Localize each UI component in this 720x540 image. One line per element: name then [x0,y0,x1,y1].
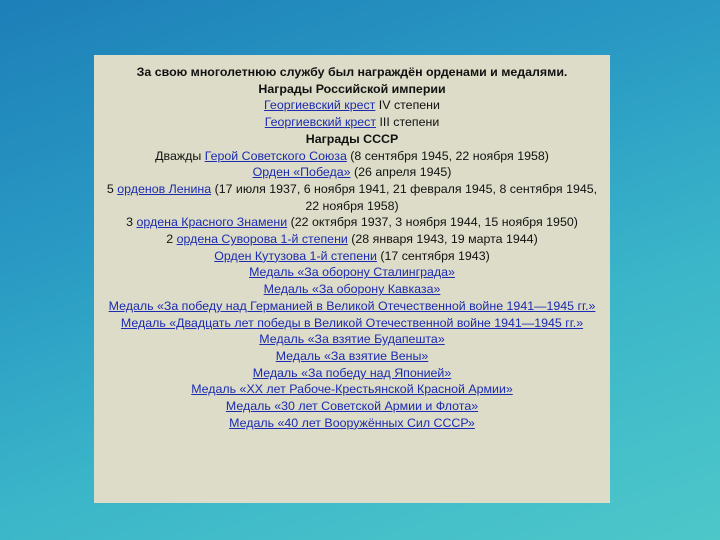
medal-link[interactable]: Медаль «40 лет Вооружённых Сил СССР» [229,415,475,430]
award-link[interactable]: орденов Ленина [117,181,212,196]
lenin-award-row [98,181,606,214]
medal-link[interactable]: Медаль «За взятие Будапешта» [259,332,445,347]
medal-link[interactable]: Медаль «За победу над Германией в Великой Отечественной войне 1941—1945 гг.» [108,298,596,313]
award-dates: (26 апреля 1945) [350,165,452,180]
empire-award-row [98,114,606,131]
award-link[interactable]: ордена Суворова 1-й степени [176,232,348,247]
award-count: 2 [166,232,177,247]
award-count: 5 [106,181,118,196]
award-count: Дважды [155,148,205,163]
awards-text-panel [94,55,610,503]
ussr-heading: Награды СССР [305,131,399,146]
medal-link[interactable]: Медаль «30 лет Советской Армии и Флота» [225,399,479,414]
award-degree: III степени [376,115,440,130]
award-dates: (17 сентября 1943) [376,248,490,263]
intro-text: За свою многолетнюю службу был награждён орденами и медалями. [136,65,568,79]
hero-award-row [98,148,606,165]
award-link[interactable]: Георгиевский крест [264,98,376,113]
medal-link[interactable]: Медаль «За оборону Сталинграда» [249,265,455,280]
award-dates: (17 июля 1937, 6 ноября 1941, 21 февраля 1945, 8 сентября 1945, 22 ноября 1958) [211,181,598,213]
medal-link[interactable]: Медаль «За оборону Кавказа» [263,282,441,297]
award-count: 3 [126,215,137,230]
suvorov-award-row [98,231,606,248]
award-dates: (28 января 1943, 19 марта 1944) [347,232,538,247]
award-dates: (8 сентября 1945, 22 ноября 1958) [346,148,549,163]
award-link[interactable]: Орден Кутузова 1-й степени [214,248,377,263]
medal-link[interactable]: Медаль «За победу над Японией» [252,365,452,380]
kutuzov-award-row [98,248,606,265]
victory-award-row [98,164,606,181]
red-banner-award-row [98,214,606,231]
award-link[interactable]: Герой Советского Союза [204,148,347,163]
medal-link[interactable]: Медаль «За взятие Вены» [275,348,429,363]
award-degree: IV степени [375,98,440,113]
empire-heading: Награды Российской империи [258,81,446,96]
award-link[interactable]: Орден «Победа» [252,165,351,180]
award-dates: (22 октября 1937, 3 ноября 1944, 15 ноября 1950) [287,215,578,230]
medal-link[interactable]: Медаль «Двадцать лет победы в Великой Отечественной войне 1941—1945 гг.» [120,315,584,330]
medal-link[interactable]: Медаль «XX лет Рабоче-Крестьянской Красной Армии» [191,382,513,397]
award-link[interactable]: Георгиевский крест [264,115,377,130]
empire-award-row [98,97,606,114]
award-link[interactable]: ордена Красного Знамени [136,215,288,230]
